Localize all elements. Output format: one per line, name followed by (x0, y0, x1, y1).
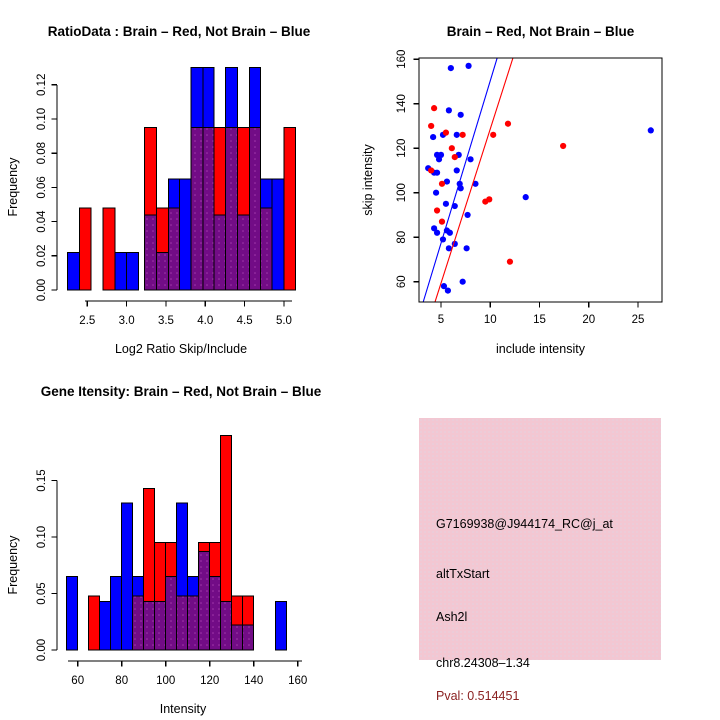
x-tick-label: 25 (631, 314, 645, 326)
panel-ratio-histogram (0, 0, 360, 360)
scatter-point-red (428, 123, 434, 129)
scatter-point-blue (454, 132, 460, 138)
scatter-point-blue (460, 279, 466, 285)
scatter-point-red (452, 154, 458, 160)
histogram-bar (111, 577, 122, 650)
scatter-point-red (443, 130, 449, 136)
panel-intensity-scatter (360, 0, 720, 360)
scatter-point-blue (434, 230, 440, 236)
x-tick-label: 5.0 (275, 315, 292, 327)
y-tick-label: 160 (396, 49, 408, 69)
histogram-overlap-bar (191, 128, 203, 290)
x-tick-label: 120 (200, 675, 220, 687)
histogram-overlap-bar (226, 128, 238, 290)
histogram-bar (276, 601, 287, 650)
scatter-point-red (431, 105, 437, 111)
scatter-point-blue (465, 63, 471, 69)
event-type-text: altTxStart (436, 567, 490, 581)
panel-gene-intensity-histogram (0, 360, 360, 720)
y-tick-label: 60 (396, 275, 408, 289)
y-axis-label: skip intensity (361, 144, 375, 216)
x-tick-label: 4.5 (236, 315, 253, 327)
chart-title: RatioData : Brain – Red, Not Brain – Blue (47, 24, 311, 39)
scatter-point-blue (447, 230, 453, 236)
y-tick-label: 0.12 (36, 73, 48, 96)
scatter-point-blue (464, 212, 470, 218)
x-tick-label: 15 (533, 314, 546, 326)
gene-info-box (419, 418, 661, 703)
scatter-point-red (507, 259, 513, 265)
histogram-overlap-bar (210, 577, 221, 650)
histogram-bar (272, 179, 284, 290)
histogram-bar (79, 208, 91, 290)
scatter-point-red (505, 121, 511, 127)
scatter-point-red (449, 145, 455, 151)
y-tick-label: 0.06 (36, 176, 48, 199)
scatter-point-red (460, 132, 466, 138)
histogram-bar (115, 252, 127, 290)
probe-id-text: G7169938@J944174_RC@j_at (436, 517, 613, 531)
scatter-point-blue (445, 288, 451, 294)
x-tick-label: 10 (483, 314, 497, 326)
histogram-bar (89, 596, 100, 650)
histogram-overlap-bar (145, 215, 157, 290)
y-tick-label: 100 (396, 183, 408, 203)
scatter-point-blue (434, 170, 440, 176)
histogram-bar (68, 252, 80, 290)
x-tick-label: 2.5 (79, 315, 96, 327)
y-tick-label: 120 (396, 138, 408, 158)
scatter-point-red (560, 143, 566, 149)
histogram-overlap-bar (238, 215, 250, 290)
y-tick-label: 0.15 (36, 469, 48, 492)
histogram-overlap-bar (203, 128, 214, 290)
x-tick-label: 3.0 (118, 315, 135, 327)
histogram-bar (122, 503, 133, 650)
y-axis-label: Frequency (6, 157, 20, 217)
histogram-overlap-bar (260, 208, 272, 290)
y-tick-label: 0.02 (36, 244, 48, 267)
x-tick-label: 20 (582, 314, 596, 326)
histogram-overlap-bar (199, 552, 210, 650)
fit-line (423, 58, 497, 302)
histogram-overlap-bar (157, 252, 169, 290)
histogram-overlap-bar (221, 601, 232, 650)
ratio-histogram-chart (0, 0, 360, 360)
histogram-overlap-bar (168, 208, 179, 290)
x-axis-label: Intensity (159, 702, 207, 716)
scatter-point-blue (464, 245, 470, 251)
intensity-scatter-chart (360, 0, 720, 360)
x-axis-label: include intensity (496, 342, 585, 356)
scatter-point-red (490, 132, 496, 138)
y-tick-label: 0.04 (36, 210, 48, 233)
histogram-bar (100, 601, 111, 650)
scatter-point-blue (454, 167, 460, 173)
y-tick-label: 0.00 (36, 278, 48, 302)
histogram-overlap-bar (166, 577, 177, 650)
histogram-overlap-bar (249, 128, 260, 290)
y-tick-label: 0.05 (36, 582, 48, 605)
scatter-point-red (428, 167, 434, 173)
x-tick-label: 80 (115, 675, 129, 687)
scatter-point-blue (648, 127, 654, 133)
scatter-point-blue (458, 112, 464, 118)
histogram-overlap-bar (232, 625, 243, 650)
scatter-point-blue (436, 156, 442, 162)
scatter-point-red (439, 219, 445, 225)
y-tick-label: 140 (396, 94, 408, 114)
scatter-point-red (434, 207, 440, 213)
x-tick-label: 60 (71, 675, 85, 687)
x-tick-label: 100 (156, 675, 176, 687)
histogram-bar (179, 179, 191, 290)
scatter-point-blue (523, 194, 529, 200)
histogram-overlap-bar (214, 215, 226, 290)
histogram-overlap-bar (188, 596, 199, 650)
chart-title: Brain – Red, Not Brain – Blue (446, 24, 635, 39)
panel-gene-info (360, 360, 720, 720)
x-tick-label: 4.0 (197, 315, 214, 327)
scatter-point-red (486, 196, 492, 202)
histogram-overlap-bar (144, 601, 155, 650)
y-axis-label: Frequency (6, 535, 20, 595)
scatter-point-red (439, 181, 445, 187)
y-tick-label: 0.10 (36, 107, 48, 131)
plot-frame (419, 58, 662, 302)
y-tick-label: 80 (396, 230, 408, 244)
gene-intensity-histogram-chart (0, 360, 360, 720)
scatter-point-blue (467, 156, 473, 162)
pval-text: Pval: 0.514451 (436, 689, 520, 703)
histogram-overlap-bar (243, 625, 254, 650)
histogram-bar (127, 252, 139, 290)
histogram-bar (284, 128, 296, 290)
location-text: chr8.24308–1.34 (436, 656, 530, 670)
x-axis-label: Log2 Ratio Skip/Include (114, 342, 248, 356)
y-tick-label: 0.10 (36, 525, 48, 549)
histogram-bar (103, 208, 115, 290)
y-tick-label: 0.08 (36, 142, 48, 165)
chart-title: Gene Itensity: Brain – Red, Not Brain – Blue (40, 384, 322, 399)
histogram-overlap-bar (133, 596, 144, 650)
x-tick-label: 3.5 (157, 315, 174, 327)
scatter-point-blue (443, 201, 449, 207)
x-tick-label: 160 (288, 675, 308, 687)
scatter-point-blue (430, 134, 436, 140)
scatter-point-blue (446, 107, 452, 113)
histogram-overlap-bar (177, 596, 188, 650)
histogram-overlap-bar (155, 601, 166, 650)
y-tick-label: 0.00 (36, 638, 48, 662)
x-tick-label: 5 (437, 314, 445, 326)
x-tick-label: 140 (244, 675, 264, 687)
scatter-point-blue (448, 65, 454, 71)
gene-symbol-text: Ash2l (436, 610, 468, 624)
scatter-point-blue (433, 190, 439, 196)
histogram-bar (67, 577, 78, 650)
